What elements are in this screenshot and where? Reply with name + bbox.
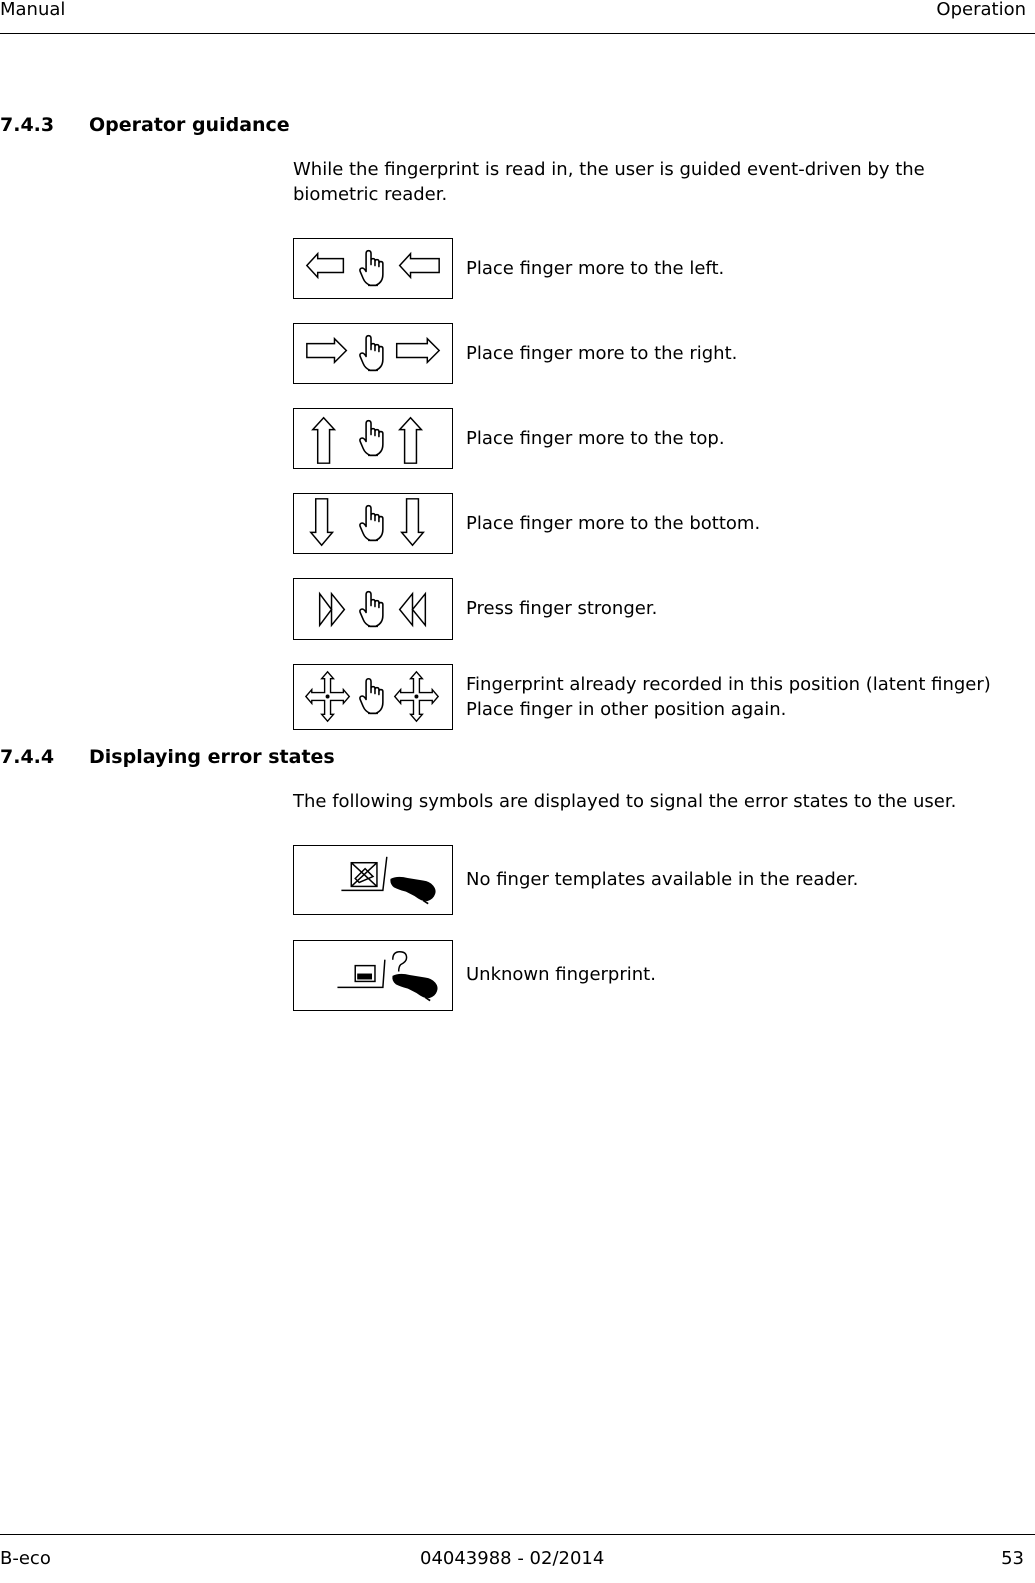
finger-latent-text: Fingerprint already recorded in this position (latent finger) Place finger in other position again. bbox=[466, 674, 991, 720]
finger-press-stronger-text: Press finger stronger. bbox=[466, 598, 658, 619]
section-title-operator-guidance: Operator guidance bbox=[89, 114, 290, 136]
operator-guidance-intro: While the fingerprint is read in, the user is guided event-driven by the biometric reader. bbox=[293, 159, 925, 205]
finger-left-icon bbox=[293, 238, 453, 299]
footer-page-number: 53 bbox=[1001, 1548, 1024, 1569]
footer-doc-number: 04043988 - 02/2014 bbox=[420, 1548, 605, 1569]
no-templates-text: No finger templates available in the reader. bbox=[466, 869, 859, 890]
header-rule bbox=[0, 33, 1035, 34]
finger-bottom-text: Place finger more to the bottom. bbox=[466, 513, 761, 534]
finger-right-icon bbox=[293, 323, 453, 384]
finger-bottom-icon bbox=[293, 493, 453, 554]
finger-latent-icon bbox=[293, 664, 453, 730]
section-number-744: 7.4.4 bbox=[0, 746, 55, 768]
section-title-error-states: Displaying error states bbox=[89, 746, 335, 768]
section-number-743: 7.4.3 bbox=[0, 114, 55, 136]
finger-right-text: Place finger more to the right. bbox=[466, 343, 738, 364]
unknown-fingerprint-text: Unknown fingerprint. bbox=[466, 964, 656, 985]
header-manual: Manual bbox=[0, 0, 66, 20]
footer-rule bbox=[0, 1534, 1035, 1535]
finger-left-text: Place finger more to the left. bbox=[466, 258, 725, 279]
finger-top-text: Place finger more to the top. bbox=[466, 428, 725, 449]
error-states-intro: The following symbols are displayed to signal the error states to the user. bbox=[293, 791, 957, 812]
header-operation: Operation bbox=[936, 0, 1026, 20]
footer-product: B-eco bbox=[0, 1548, 51, 1569]
no-templates-icon bbox=[293, 845, 453, 915]
finger-press-stronger-icon bbox=[293, 578, 453, 640]
finger-top-icon bbox=[293, 408, 453, 469]
unknown-fingerprint-icon bbox=[293, 940, 453, 1011]
